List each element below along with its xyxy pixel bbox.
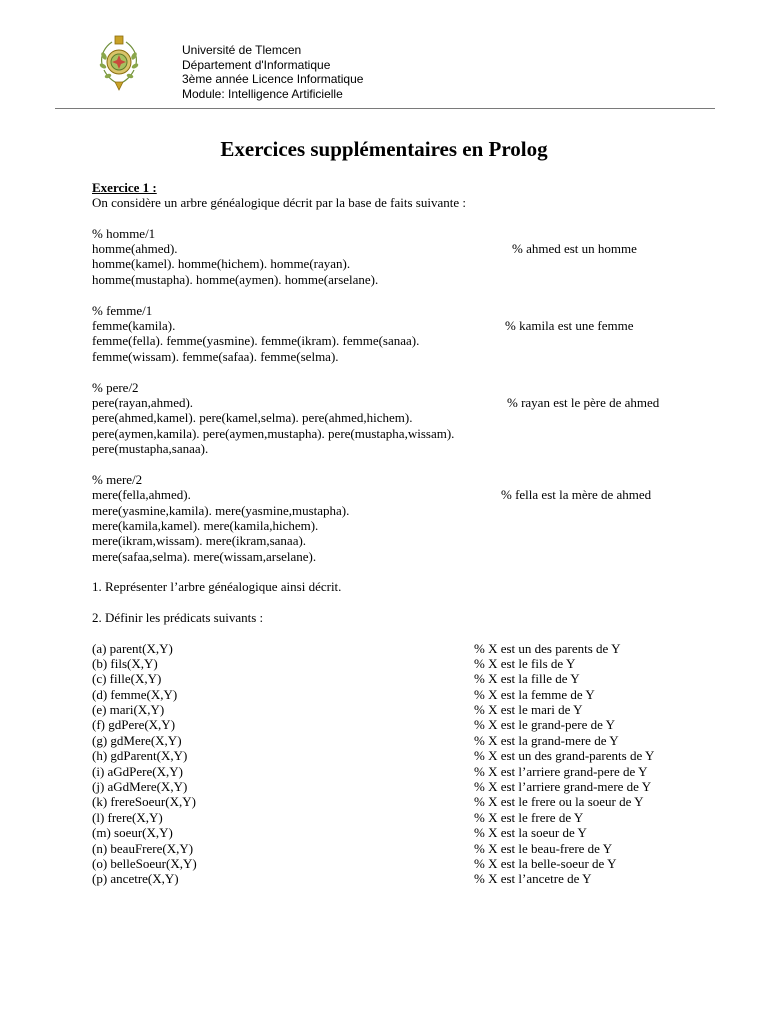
predicate-signature: (b) fils(X,Y): [92, 656, 158, 671]
header-module: Module: Intelligence Artificielle: [182, 86, 343, 101]
facts-femme-line: femme(kamila).: [92, 318, 176, 333]
question-1: 1. Représenter l’arbre généalogique ainsi décrit.: [92, 579, 342, 594]
exercise-intro: On considère un arbre généalogique décrit par la base de faits suivante :: [92, 195, 466, 210]
predicate-description: % X est un des grand-parents de Y: [474, 748, 655, 763]
facts-homme-line: homme(mustapha). homme(aymen). homme(arselane).: [92, 272, 379, 287]
institution-header: [182, 43, 363, 101]
predicate-signature: (i) aGdPere(X,Y): [92, 764, 183, 779]
header-divider: [55, 108, 715, 109]
facts-pere-comment: % rayan est le père de ahmed: [507, 395, 660, 410]
predicate-signature: (e) mari(X,Y): [92, 702, 165, 717]
university-seal-logo: [98, 34, 140, 92]
predicate-description: % X est le grand-pere de Y: [474, 717, 616, 732]
predicate-description: % X est la fille de Y: [474, 671, 580, 686]
predicate-description: % X est la soeur de Y: [474, 825, 587, 840]
predicate-signature: (h) gdParent(X,Y): [92, 748, 188, 763]
facts-femme-comment: % kamila est une femme: [505, 318, 634, 333]
facts-femme-heading: % femme/1: [92, 303, 153, 318]
predicate-signature: (m) soeur(X,Y): [92, 825, 173, 840]
predicate-signature: (o) belleSoeur(X,Y): [92, 856, 197, 871]
facts-homme-line: homme(ahmed).: [92, 241, 178, 256]
facts-mere-comment: % fella est la mère de ahmed: [501, 487, 652, 502]
predicate-signature: (p) ancetre(X,Y): [92, 871, 179, 886]
facts-homme-line: homme(kamel). homme(hichem). homme(rayan).: [92, 256, 351, 271]
header-department: Département d'Informatique: [182, 57, 331, 72]
predicate-signature: (j) aGdMere(X,Y): [92, 779, 188, 794]
predicate-description: % X est le beau-frere de Y: [474, 841, 613, 856]
facts-femme-line: femme(wissam). femme(safaa). femme(selma).: [92, 349, 339, 364]
predicate-signature: (d) femme(X,Y): [92, 687, 178, 702]
predicate-description: % X est le mari de Y: [474, 702, 583, 717]
predicate-signature: (c) fille(X,Y): [92, 671, 162, 686]
exercise-title: Exercice 1 :: [92, 180, 157, 195]
facts-pere-heading: % pere/2: [92, 380, 139, 395]
facts-mere-heading: % mere/2: [92, 472, 143, 487]
predicate-description: % X est l’ancetre de Y: [474, 871, 592, 886]
predicate-description: % X est la grand-mere de Y: [474, 733, 619, 748]
predicate-description: % X est la femme de Y: [474, 687, 595, 702]
facts-mere-line: mere(yasmine,kamila). mere(yasmine,mustapha).: [92, 503, 350, 518]
facts-pere-line: pere(aymen,kamila). pere(aymen,mustapha). pere(mustapha,wissam).: [92, 426, 455, 441]
predicate-signature: (g) gdMere(X,Y): [92, 733, 182, 748]
predicate-description: % X est la belle-soeur de Y: [474, 856, 617, 871]
facts-homme-heading: % homme/1: [92, 226, 156, 241]
predicate-description: % X est un des parents de Y: [474, 641, 621, 656]
facts-femme-line: femme(fella). femme(yasmine). femme(ikram). femme(sanaa).: [92, 333, 420, 348]
predicate-signature: (a) parent(X,Y): [92, 641, 173, 656]
predicate-description: % X est le frere de Y: [474, 810, 584, 825]
facts-mere-line: mere(ikram,wissam). mere(ikram,sanaa).: [92, 533, 307, 548]
predicate-signature: (n) beauFrere(X,Y): [92, 841, 194, 856]
facts-pere-line: pere(mustapha,sanaa).: [92, 441, 209, 456]
facts-homme-comment: % ahmed est un homme: [512, 241, 637, 256]
facts-mere-line: mere(safaa,selma). mere(wissam,arselane).: [92, 549, 317, 564]
predicate-description: % X est l’arriere grand-mere de Y: [474, 779, 652, 794]
predicate-signature: (f) gdPere(X,Y): [92, 717, 176, 732]
question-2: 2. Définir les prédicats suivants :: [92, 610, 264, 625]
predicate-description: % X est le frere ou la soeur de Y: [474, 794, 644, 809]
predicate-signature: (l) frere(X,Y): [92, 810, 163, 825]
predicate-signature: (k) frereSoeur(X,Y): [92, 794, 196, 809]
facts-mere-line: mere(kamila,kamel). mere(kamila,hichem).: [92, 518, 319, 533]
predicate-description: % X est le fils de Y: [474, 656, 576, 671]
facts-pere-line: pere(rayan,ahmed).: [92, 395, 194, 410]
predicate-description: % X est l’arriere grand-pere de Y: [474, 764, 648, 779]
header-university: Université de Tlemcen: [182, 43, 302, 57]
facts-mere-line: mere(fella,ahmed).: [92, 487, 191, 502]
document-title: Exercices supplémentaires en Prolog: [220, 137, 548, 161]
facts-pere-line: pere(ahmed,kamel). pere(kamel,selma). pere(ahmed,hichem).: [92, 410, 413, 425]
header-year: 3ème année Licence Informatique: [182, 72, 364, 86]
